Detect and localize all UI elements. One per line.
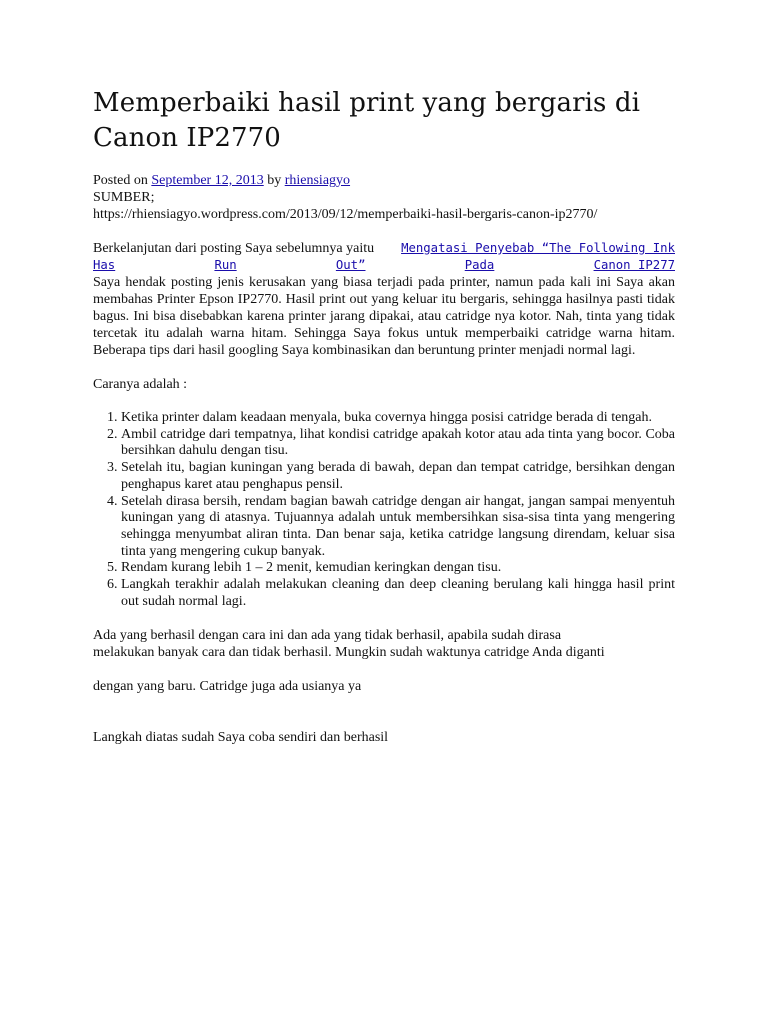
link-word[interactable]: Run — [214, 258, 237, 272]
link-word[interactable]: Out” — [335, 258, 366, 272]
by-label: by — [267, 173, 282, 188]
page-title: Memperbaiki hasil print yang bergaris di Canon IP2770 — [93, 88, 641, 153]
closing-line-3: dengan yang baru. Catridge juga ada usianya ya — [93, 679, 362, 695]
step-item: 5. Rendam kurang lebih 1 – 2 menit, kemudian keringkan dengan tisu. — [121, 560, 675, 577]
posted-on-label: Posted on — [93, 173, 148, 188]
closing-line-4: Langkah diatas sudah Saya coba sendiri dan berhasil — [93, 730, 389, 746]
closing-paragraph — [93, 627, 675, 661]
previous-post-link-continued[interactable] — [93, 257, 675, 274]
step-item: 2. Ambil catridge dari tempatnya, lihat kondisi catridge apakah kotor atau ada tinta yang bocor. Coba bersihkan dahulu dengan tisu. — [121, 427, 675, 460]
intro-first-line — [93, 240, 675, 257]
steps-heading: Caranya adalah : — [93, 377, 188, 392]
link-word[interactable]: Pada — [464, 258, 495, 272]
intro-lead: Berkelanjutan dari posting Saya sebelumnya yaitu — [93, 241, 375, 256]
step-item: 1. Ketika printer dalam keadaan menyala, buka covernya hingga posisi catridge berada di tengah. — [121, 410, 675, 427]
previous-post-link[interactable]: Mengatasi Penyebab “The Following Ink — [401, 241, 675, 255]
closing-line-2: melakukan banyak cara dan tidak berhasil. Mungkin sudah waktunya catridge Anda diganti — [93, 645, 605, 661]
step-item: 4. Setelah dirasa bersih, rendam bagian bawah catridge dengan air hangat, jangan sampai menyentuh kuningan yang di atasnya. Tujuannya adalah untuk membersihkan sisa-sisa tinta yang mengering sehingga menyumbat aliran tinta. Dan benar saja, ketika catridge langsung direndam, keluar sisa tinta yang mengering cukup banyak. — [121, 494, 675, 561]
steps-list — [93, 410, 675, 610]
intro-paragraph — [93, 240, 675, 359]
closing-line-1: Ada yang berhasil dengan cara ini dan ada yang tidak berhasil, apabila sudah dirasa — [93, 628, 562, 644]
post-meta — [93, 172, 675, 223]
link-word[interactable]: Canon IP277 — [593, 258, 675, 272]
step-item: 3. Setelah itu, bagian kuningan yang berada di bawah, depan dan tempat catridge, bersihkan dengan penghapus karet atau penghapus pensil. — [121, 460, 675, 493]
post-date-link[interactable]: September 12, 2013 — [151, 173, 264, 188]
link-word[interactable]: Has — [93, 258, 116, 272]
source-label: SUMBER; — [93, 190, 155, 205]
posted-line — [93, 172, 675, 189]
document-page — [93, 86, 675, 746]
source-url: https://rhiensiagyo.wordpress.com/2013/09/12/memperbaiki-hasil-bergaris-canon-ip2770/ — [93, 207, 598, 222]
author-link[interactable]: rhiensiagyo — [284, 173, 351, 188]
intro-body: Saya hendak posting jenis kerusakan yang biasa terjadi pada printer, namun pada kali ini Saya akan membahas Printer Epson IP2770. Hasil print out yang keluar itu bergaris, sehingga hasilnya pasti tidak bagus. Ini bisa disebabkan karena printer jarang dipakai, atau catridge nya kotor. Nah, tinta yang tidak tercetak itu adalah warna hitam. Sehingga Saya fokus untuk memperbaiki catridge warna hitam. Beberapa tips dari hasil googling Saya kombinasikan dan beruntung printer menjadi normal lagi. — [93, 275, 675, 358]
step-item: 6. Langkah terakhir adalah melakukan cleaning dan deep cleaning berulang kali hingga hasil print out sudah normal lagi. — [121, 577, 675, 610]
